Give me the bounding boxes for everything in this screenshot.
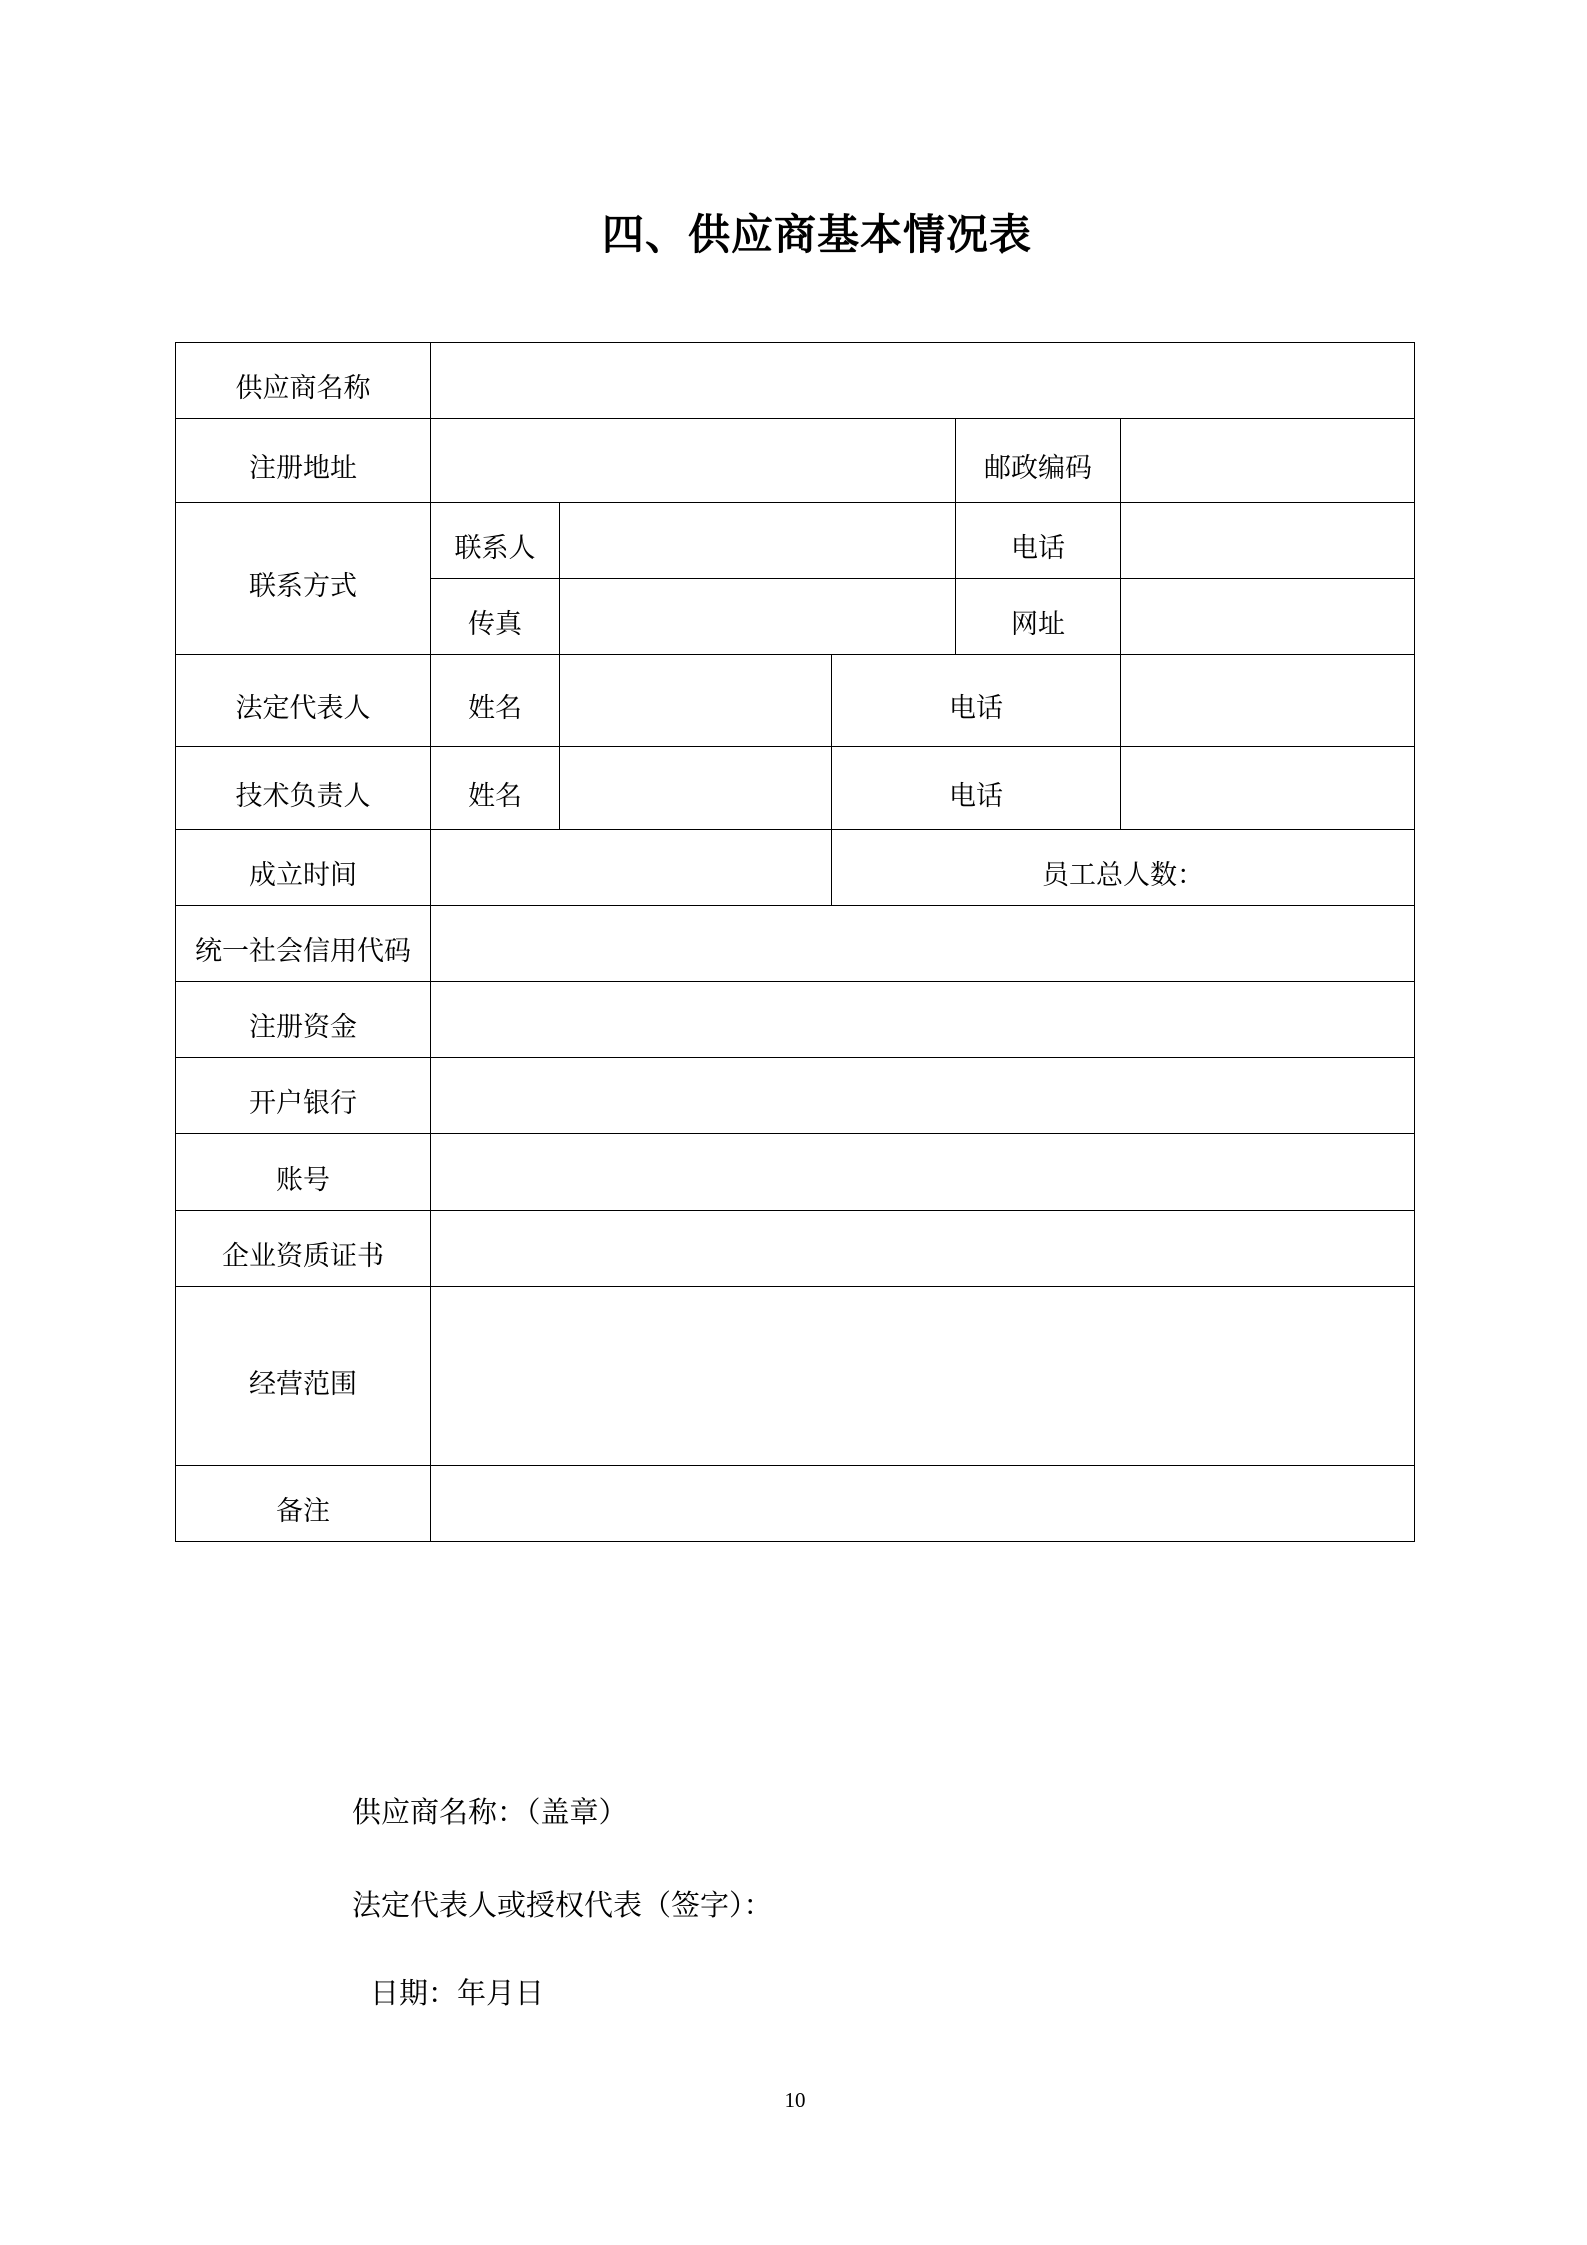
fax-value-cell: [560, 579, 956, 655]
reg-capital-label: 注册资金: [176, 982, 431, 1058]
fax-label: 传真: [431, 579, 560, 655]
business-scope-value-cell: [431, 1287, 1415, 1466]
remarks-label: 备注: [176, 1466, 431, 1542]
contact-phone-value-cell: [1121, 503, 1415, 579]
row-business-scope: [176, 1287, 1415, 1466]
legal-rep-label: 法定代表人: [176, 655, 431, 747]
website-value-cell: [1121, 579, 1415, 655]
contact-person-label: 联系人: [431, 503, 560, 579]
bank-value-cell: [431, 1058, 1415, 1134]
postal-code-label: 邮政编码: [956, 419, 1121, 503]
row-contact-person: [176, 503, 1415, 579]
supplier-name-label: 供应商名称: [176, 343, 431, 419]
established-label: 成立时间: [176, 830, 431, 906]
row-reg-address: [176, 419, 1415, 503]
tech-lead-label: 技术负责人: [176, 747, 431, 830]
reg-address-value-cell: [431, 419, 956, 503]
row-established: [176, 830, 1415, 906]
tech-lead-name-label: 姓名: [431, 747, 560, 830]
tech-lead-phone-label: 电话: [832, 747, 1121, 830]
legal-rep-phone-label: 电话: [832, 655, 1121, 747]
representative-sign-line: 法定代表人或授权代表（签字）：: [352, 1890, 773, 1922]
legal-rep-phone-value-cell: [1121, 655, 1415, 747]
business-scope-label: 经营范围: [176, 1287, 431, 1466]
row-reg-capital: [176, 982, 1415, 1058]
bank-label: 开户银行: [176, 1058, 431, 1134]
credit-code-label: 统一社会信用代码: [176, 906, 431, 982]
tech-lead-name-value-cell: [560, 747, 832, 830]
page-number: 10: [784, 2088, 806, 2112]
reg-address-label: 注册地址: [176, 419, 431, 503]
row-tech-lead: [176, 747, 1415, 830]
row-remarks: [176, 1466, 1415, 1542]
row-legal-rep: [176, 655, 1415, 747]
postal-code-value-cell: [1121, 419, 1415, 503]
qualification-value-cell: [431, 1211, 1415, 1287]
contact-label: 联系方式: [176, 503, 431, 655]
legal-rep-name-label: 姓名: [431, 655, 560, 747]
credit-code-value-cell: [431, 906, 1415, 982]
row-account: [176, 1134, 1415, 1211]
contact-phone-label: 电话: [956, 503, 1121, 579]
established-value-cell: [431, 830, 832, 906]
date-line: 日期：年月日: [370, 1978, 545, 2010]
row-credit-code: [176, 906, 1415, 982]
row-qualification: [176, 1211, 1415, 1287]
remarks-value-cell: [431, 1466, 1415, 1542]
row-supplier-name: [176, 343, 1415, 419]
contact-person-value-cell: [560, 503, 956, 579]
website-label: 网址: [956, 579, 1121, 655]
qualification-label: 企业资质证书: [176, 1211, 431, 1287]
account-value-cell: [431, 1134, 1415, 1211]
supplier-info-table: [175, 342, 1415, 1542]
row-bank: [176, 1058, 1415, 1134]
supplier-seal-line: 供应商名称：（盖章）: [352, 1797, 628, 1829]
employees-label: 员工总人数：: [832, 830, 1415, 906]
tech-lead-phone-value-cell: [1121, 747, 1415, 830]
page-title: 四、供应商基本情况表: [601, 213, 1032, 259]
reg-capital-value-cell: [431, 982, 1415, 1058]
account-label: 账号: [176, 1134, 431, 1211]
legal-rep-name-value-cell: [560, 655, 832, 747]
supplier-name-value-cell: [431, 343, 1415, 419]
